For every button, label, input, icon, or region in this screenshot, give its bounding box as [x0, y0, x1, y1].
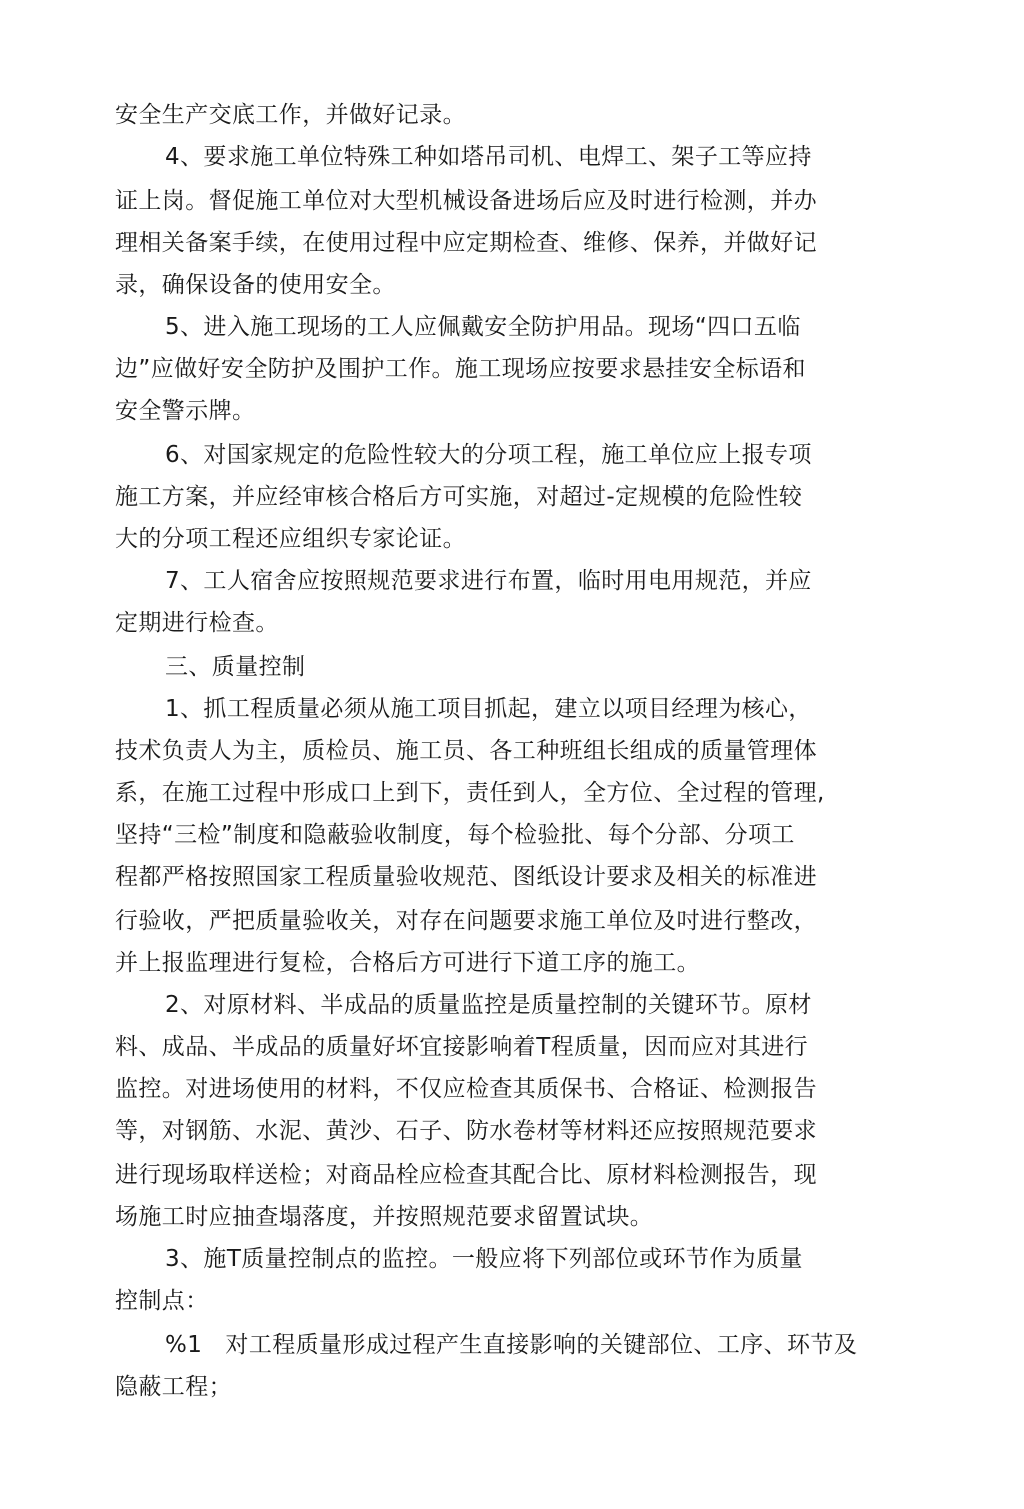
text-line: 技术负责人为主，质检员、施工员、各工种班组长组成的质量管理体 — [115, 738, 817, 764]
text-line: %1 对工程质量形成过程产生直接影响的关键部位、工序、环节及 — [165, 1332, 858, 1358]
text-line: 4、要求施工单位特殊工种如塔吊司机、电焊工、架子工等应持 — [165, 144, 812, 170]
text-line: 场施工时应抽查塌落度，并按照规范要求留置试块。 — [115, 1204, 654, 1230]
text-line: 安全警示牌。 — [115, 398, 256, 424]
section-heading: 三、质量控制 — [165, 654, 306, 680]
text-line: 并上报监理进行复检，合格后方可进行下道工序的施工。 — [115, 950, 700, 976]
text-line: 进行现场取样送检；对商品栓应检查其配合比、原材料检测报告，现 — [115, 1162, 817, 1188]
text-line: 5、进入施工现场的工人应佩戴安全防护用品。现场“四口五临 — [165, 314, 801, 340]
text-line: 行验收，严把质量验收关，对存在问题要求施工单位及吋进行整改， — [115, 908, 817, 934]
text-line: 6、对国家规定的危险性较大的分项工程，施工单位应上报专项 — [165, 442, 812, 468]
text-line: 1、抓工程质量必须从施工项目抓起，建立以项目经理为核心， — [165, 696, 812, 722]
text-line: 程都严格按照国家工程质量验收规范、图纸设计要求及相关的标准进 — [115, 864, 817, 890]
text-line: 大的分项工程还应组织专家论证。 — [115, 526, 466, 552]
text-line: 施工方案，并应经审核合格后方可实施，对超过-定规模的危险性较 — [115, 484, 803, 510]
text-line: 控制点： — [115, 1288, 209, 1314]
text-line: 等，对钢筋、水泥、黄沙、石子、防水卷材等材料还应按照规范要求 — [115, 1118, 817, 1144]
text-line: 录，确保设备的使用安全。 — [115, 272, 396, 298]
text-line: 7、工人宿舍应按照规范要求进行布置，临时用电用规范，并应 — [165, 568, 812, 594]
text-line: 2、对原材料、半成品的质量监控是质量控制的关键环节。原材 — [165, 992, 812, 1018]
text-line: 监控。对进场使用的材料，不仅应检查其质保书、合格证、检测报告 — [115, 1076, 817, 1102]
text-line: 料、成品、半成品的质量好坏宜接影响着T程质量，因而应对其进行 — [115, 1034, 809, 1060]
text-line: 安全生产交底工作，并做好记录。 — [115, 102, 466, 128]
text-line: 理相关备案手续，在使用过程中应定期检查、维修、保养，并做好记 — [115, 230, 817, 256]
text-line: 系，在施工过程中形成口上到下，责任到人，全方位、全过程的管理, — [115, 780, 825, 806]
text-line: 边”应做好安全防护及围护工作。施工现场应按要求悬挂安全标语和 — [115, 356, 806, 382]
text-line: 3、施T质量控制点的监控。一般应将下列部位或环节作为质量 — [165, 1246, 803, 1272]
text-line: 坚持“三检”制度和隐蔽验收制度，每个检验批、每个分部、分项工 — [115, 822, 795, 848]
text-line: 定期进行检查。 — [115, 610, 279, 636]
text-line: 证上岗。督促施工单位对大型机械设备进场后应及时进行检测，并办 — [115, 188, 817, 214]
text-line: 隐蔽工程； — [115, 1374, 232, 1400]
